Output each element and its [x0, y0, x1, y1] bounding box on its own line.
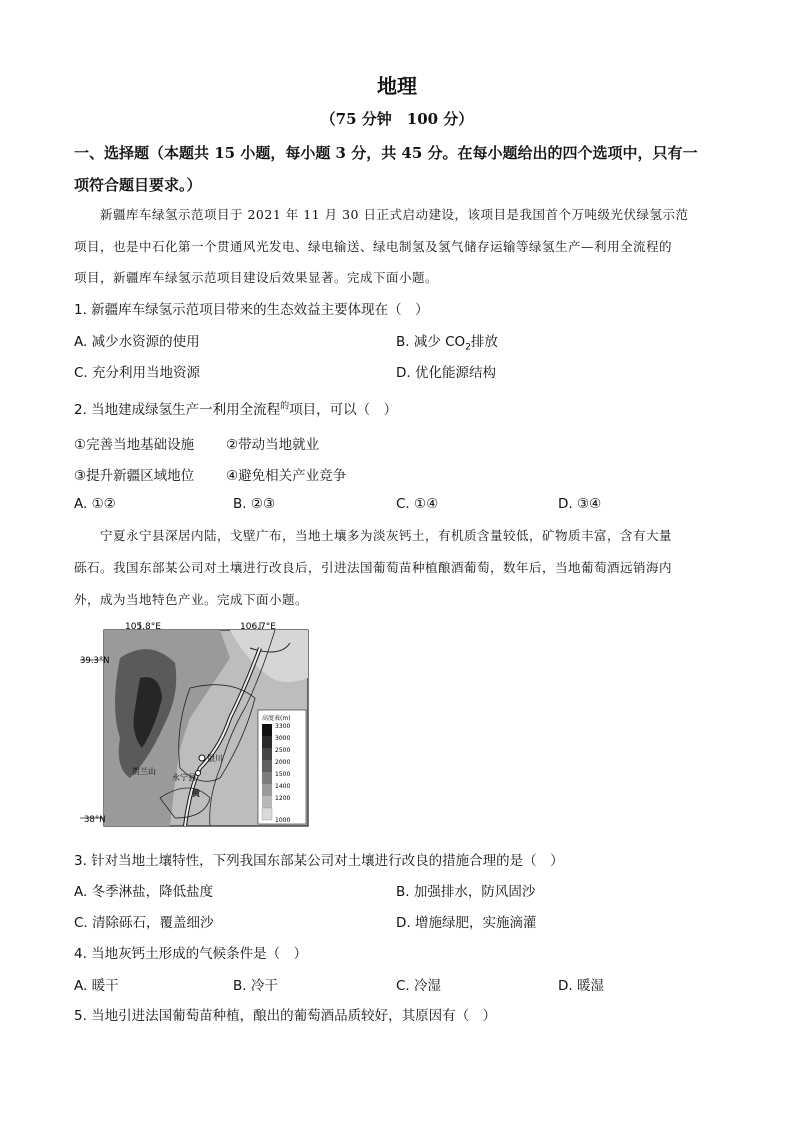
latitude-bottom-label: 38°N — [84, 815, 106, 825]
question-1-option-b — [396, 330, 498, 353]
legend-title: 高度表(m) — [262, 715, 291, 722]
question-4-option-d: D. 暖湿 — [558, 978, 604, 994]
question-2-option-b: B. ②③ — [233, 496, 276, 512]
q2-stem-superscript: 的 — [280, 401, 290, 412]
passage1-line3: 项目，新疆库车绿氢示范项目建设后效果显著。完成下面小题。 — [74, 270, 439, 285]
place-mountain: 贺兰山 — [132, 767, 156, 776]
question-2-option-d: D. ③④ — [558, 496, 602, 512]
question-4-option-c: C. 冷湿 — [396, 978, 442, 994]
legend-tick-5: 1500 — [275, 771, 291, 778]
passage2-line3: 外，成为当地特色产业。完成下面小题。 — [74, 592, 309, 607]
legend-tick-6: 1400 — [275, 783, 291, 790]
question-1-stem: 1. 新疆库车绿氢示范项目带来的生态效益主要体现在（ ） — [74, 302, 429, 318]
question-4-stem: 4. 当地灰钙土形成的气候条件是（ ） — [74, 946, 308, 962]
question-2-statement-4: ④避免相关产业竞争 — [226, 468, 347, 484]
question-2-statement-3: ③提升新疆区域地位 — [74, 468, 195, 484]
section-header-line2: 项符合题目要求。） — [74, 176, 202, 194]
question-2-statement-1: ①完善当地基础设施 — [74, 437, 195, 453]
question-5-stem: 5. 当地引进法国葡萄苗种植，酿出的葡萄酒品质较好，其原因有（ ） — [74, 1008, 497, 1024]
river-label: 黄 — [192, 789, 200, 798]
yongning-terrain-map — [80, 618, 312, 832]
legend-tick-2: 3000 — [275, 735, 291, 742]
passage2-line1: 宁夏永宁县深居内陆，戈壁广布，当地土壤多为淡灰钙土，有机质含量较低，矿物质丰富，含有大量 — [100, 528, 673, 543]
question-2-statement-2: ②带动当地就业 — [226, 437, 320, 453]
elevation-legend — [262, 724, 272, 820]
option-b-prefix: B. 减少 CO — [396, 334, 466, 350]
legend-tick-1: 3300 — [275, 723, 291, 730]
question-3-stem: 3. 针对当地土壤特性，下列我国东部某公司对土壤进行改良的措施合理的是（ ） — [74, 853, 564, 869]
question-1-option-a: A. 减少水资源的使用 — [74, 334, 200, 350]
legend-tick-7: 1200 — [275, 795, 291, 802]
question-3-option-a: A. 冬季淋盐，降低盐度 — [74, 884, 214, 900]
question-3-option-d: D. 增施绿肥，实施滴灌 — [396, 915, 537, 931]
question-4-option-b: B. 冷干 — [233, 978, 278, 994]
question-2-option-a: A. ①② — [74, 496, 116, 512]
q2-stem-part-b: 项目，可以（ ） — [289, 402, 398, 418]
question-3-option-b: B. 加强排水，防风固沙 — [396, 884, 536, 900]
question-2-option-c: C. ①④ — [396, 496, 439, 512]
passage2-line2: 砾石。我国东部某公司对土壤进行改良后，引进法国葡萄苗种植酿酒葡萄，数年后，当地葡萄酒远销海内 — [74, 560, 673, 575]
co2-subscript: 2 — [465, 342, 471, 353]
question-3-option-c: C. 清除砾石，覆盖细沙 — [74, 915, 214, 931]
question-1-option-d: D. 优化能源结构 — [396, 365, 496, 381]
question-1-option-c: C. 充分利用当地资源 — [74, 365, 201, 381]
question-4-option-a: A. 暖干 — [74, 978, 119, 994]
longitude-left-label: 105.8°E — [125, 622, 161, 632]
question-2-stem — [74, 398, 397, 418]
passage1-line2: 项目，也是中石化第一个贯通风光发电、绿电输送、绿电制氢及氢气储存运输等绿氢生产—利用全流程的 — [74, 239, 673, 254]
section-header-line1: 一、选择题（本题共 15 小题，每小题 3 分，共 45 分。在每小题给出的四个选项中，只有一 — [74, 144, 698, 162]
legend-tick-3: 2500 — [275, 747, 291, 754]
passage1-line1: 新疆库车绿氢示范项目于 2021 年 11 月 30 日正式启动建设，该项目是我国首个万吨级光伏绿氢示范 — [100, 207, 689, 222]
longitude-right-label: 106.7°E — [240, 622, 276, 632]
exam-duration-score: （75 分钟 100 分） — [320, 110, 474, 128]
page-title: 地理 — [377, 74, 417, 98]
legend-tick-8: 1000 — [275, 817, 291, 824]
q2-stem-part-a: 2. 当地建成绿氢生产一利用全流程 — [74, 402, 281, 418]
place-yongning: 永宁县 — [172, 773, 196, 782]
place-yinchuan: 银川 — [207, 754, 223, 763]
option-b-suffix: 排放 — [470, 334, 498, 350]
legend-tick-4: 2000 — [275, 759, 291, 766]
latitude-top-label: 39.3°N — [80, 656, 110, 666]
